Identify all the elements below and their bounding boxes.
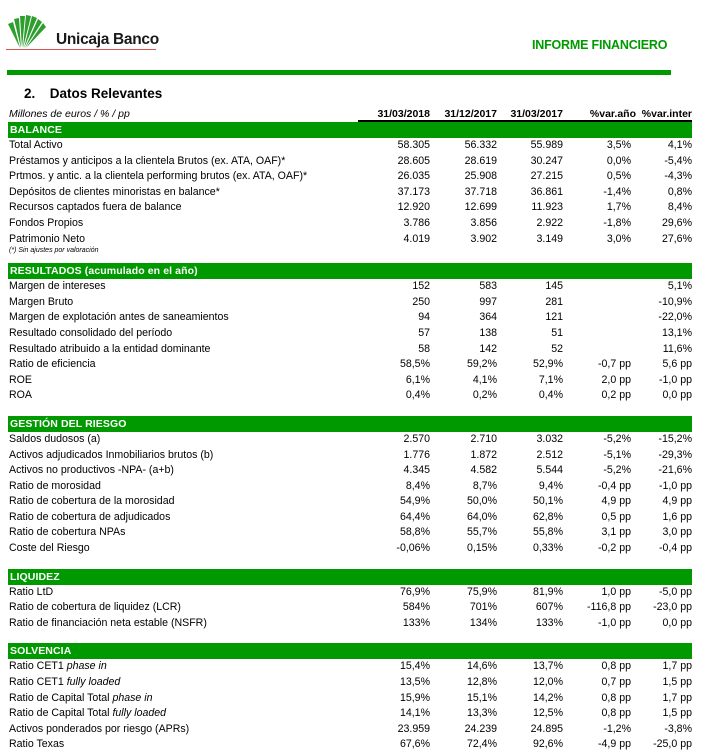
row-label <box>9 295 73 311</box>
group-header-balance: BALANCE <box>8 122 692 138</box>
cell-var-inter: 5,1% <box>667 280 692 293</box>
column-headers <box>358 108 692 122</box>
row-label-text: Activos ponderados por riesgo (APRs) <box>9 722 190 735</box>
cell-31-12-2017: 142 <box>479 342 497 355</box>
cell-31-03-2017: 9,4% <box>538 479 563 492</box>
table-row <box>8 659 692 675</box>
row-label <box>9 388 32 404</box>
cell-var-inter: 0,0 pp <box>662 389 692 402</box>
cell-31-12-2017: 134% <box>469 616 497 629</box>
cell-var-inter: -10,9% <box>658 295 692 308</box>
table-row <box>8 138 692 154</box>
row-label <box>9 326 172 342</box>
cell-var-ano: -0,4 pp <box>598 479 631 492</box>
table-row <box>8 448 692 464</box>
col-header-31-03-2017: 31/03/2017 <box>510 108 563 120</box>
cell-31-03-2017: 2.512 <box>536 448 563 461</box>
cell-31-03-2017: 50,1% <box>532 495 563 508</box>
cell-31-03-2017: 607% <box>535 601 563 614</box>
row-label-italic: phase in <box>112 691 153 704</box>
cell-var-inter: 0,8% <box>667 185 692 198</box>
report-title: INFORME FINANCIERO <box>532 38 668 52</box>
cell-var-inter: -23,0 pp <box>653 601 692 614</box>
row-label-text: Prtmos. y antic. a la clientela performing brutos (ex. ATA, OAF)* <box>9 170 308 183</box>
col-header-var-ano: %var.año <box>589 108 636 120</box>
cell-31-12-2017: 13,3% <box>466 707 497 720</box>
row-label <box>9 722 189 738</box>
cell-var-ano: -1,2% <box>603 722 631 735</box>
row-label <box>9 463 174 479</box>
col-header-31-03-2018: 31/03/2018 <box>377 108 430 120</box>
header-divider <box>7 70 671 75</box>
cell-var-ano: 0,8 pp <box>601 660 631 673</box>
row-label-text: Ratio de financiación neta estable (NSFR) <box>9 616 207 629</box>
cell-31-03-2018: 28.605 <box>397 154 430 167</box>
cell-31-03-2017: 281 <box>545 295 563 308</box>
unicaja-logo <box>6 10 166 52</box>
row-label-text: Activos adjudicados Inmobiliarios brutos (b) <box>9 448 214 461</box>
cell-31-03-2017: 81,9% <box>532 585 563 598</box>
cell-31-03-2018: 54,9% <box>399 495 430 508</box>
row-label-text: Ratio de Capital Total <box>9 707 113 720</box>
cell-var-inter: 3,0 pp <box>662 526 692 539</box>
table-row <box>8 342 692 358</box>
cell-var-ano: 4,9 pp <box>601 495 631 508</box>
table-row <box>8 432 692 448</box>
cell-var-inter: 4,1% <box>667 139 692 151</box>
row-label <box>9 706 166 722</box>
cell-var-inter: -25,0 pp <box>653 738 692 751</box>
table-row <box>8 675 692 691</box>
table-row <box>8 216 692 232</box>
cell-var-ano: 1,0 pp <box>601 585 631 598</box>
cell-31-03-2018: -0,06% <box>396 542 430 555</box>
row-label-text: Préstamos y anticipos a la clientela Brutos (ex. ATA, OAF)* <box>9 154 286 167</box>
cell-var-inter: -15,2% <box>658 432 692 445</box>
table-row <box>8 494 692 510</box>
cell-31-03-2017: 55,8% <box>532 526 563 539</box>
cell-31-03-2017: 24.895 <box>530 722 563 735</box>
cell-31-03-2018: 37.173 <box>397 185 430 198</box>
cell-var-ano: 0,0% <box>606 154 631 167</box>
cell-var-ano: -0,7 pp <box>598 358 631 371</box>
row-label-text: Ratio de cobertura de liquidez (LCR) <box>9 601 181 614</box>
group-header-gestion-del-riesgo: GESTIÓN DEL RIESGO <box>8 416 692 432</box>
cell-31-12-2017: 4,1% <box>472 373 497 386</box>
row-label <box>9 185 220 201</box>
group-spacer <box>8 404 692 416</box>
row-label-text: Saldos dudosos (a) <box>9 432 101 445</box>
financial-table <box>8 106 692 753</box>
table-row <box>8 200 692 216</box>
cell-var-inter: 11,6% <box>662 342 692 355</box>
cell-31-12-2017: 583 <box>479 280 497 293</box>
cell-var-inter: -1,0 pp <box>659 479 692 492</box>
row-label <box>9 691 153 707</box>
row-label <box>9 342 210 358</box>
cell-31-03-2017: 0,33% <box>532 542 563 555</box>
row-label-text: Ratio CET1 <box>9 676 67 689</box>
cell-31-12-2017: 2.710 <box>470 432 497 445</box>
cell-var-inter: -3,8% <box>664 722 692 735</box>
table-row <box>8 600 692 616</box>
cell-var-ano: -5,2% <box>603 432 631 445</box>
cell-31-12-2017: 72,4% <box>466 738 497 751</box>
row-label <box>9 138 63 154</box>
table-row <box>8 185 692 201</box>
cell-31-03-2017: 62,8% <box>532 510 563 523</box>
cell-var-inter: 8,4% <box>667 201 692 214</box>
table-row <box>8 706 692 722</box>
table-row <box>8 279 692 295</box>
cell-31-12-2017: 28.619 <box>464 154 497 167</box>
cell-31-12-2017: 59,2% <box>466 358 497 371</box>
cell-31-03-2018: 58.305 <box>397 139 430 151</box>
cell-var-ano: 2,0 pp <box>601 373 631 386</box>
cell-31-03-2018: 94 <box>418 311 430 324</box>
cell-31-03-2018: 23.959 <box>397 722 430 735</box>
cell-31-03-2018: 1.776 <box>403 448 430 461</box>
group-header-liquidez: LIQUIDEZ <box>8 569 692 585</box>
cell-var-inter: 29,6% <box>661 216 692 229</box>
row-label <box>9 279 106 295</box>
row-label <box>9 432 100 448</box>
cell-var-ano: -5,1% <box>603 448 631 461</box>
cell-31-03-2018: 4.019 <box>403 232 430 245</box>
row-label-text: Ratio de cobertura NPAs <box>9 526 126 539</box>
row-label-text: Resultado atribuido a la entidad dominante <box>9 342 211 355</box>
cell-31-03-2017: 133% <box>535 616 563 629</box>
cell-31-03-2018: 6,1% <box>405 373 430 386</box>
row-label-text: Activos no productivos -NPA- (a+b) <box>9 464 174 477</box>
cell-31-12-2017: 50,0% <box>466 495 497 508</box>
cell-var-ano: -1,0 pp <box>598 616 631 629</box>
row-label-text: Depósitos de clientes minoristas en balance* <box>9 185 220 198</box>
cell-var-ano: -1,8% <box>603 216 631 229</box>
cell-31-03-2017: 27.215 <box>530 170 563 183</box>
footnote: (*) Sin ajustes por valoración <box>9 247 99 255</box>
cell-var-inter: 1,7 pp <box>662 691 692 704</box>
row-label-italic: fully loaded <box>66 676 121 689</box>
cell-var-ano: -0,2 pp <box>598 542 631 555</box>
cell-31-03-2017: 0,4% <box>538 389 563 402</box>
cell-31-03-2018: 0,4% <box>405 389 430 402</box>
cell-31-12-2017: 12.699 <box>464 201 497 214</box>
row-label <box>9 616 207 632</box>
cell-31-12-2017: 3.902 <box>470 232 497 245</box>
row-label-text: Ratio CET1 <box>9 660 67 673</box>
section-title: Datos Relevantes <box>49 86 163 101</box>
row-label-text: Resultado consolidado del período <box>9 326 173 339</box>
row-label <box>9 541 90 557</box>
row-label-italic: fully loaded <box>112 707 167 720</box>
row-label-text: Patrimonio Neto <box>9 232 85 245</box>
table-row <box>8 154 692 170</box>
cell-31-12-2017: 0,2% <box>472 389 497 402</box>
units-label: Millones de euros / % / pp <box>9 108 130 120</box>
cell-31-03-2018: 152 <box>412 280 430 293</box>
row-label-text: Margen de explotación antes de saneamientos <box>9 311 229 324</box>
cell-var-inter: 1,7 pp <box>662 660 692 673</box>
cell-var-ano: -5,2% <box>603 464 631 477</box>
row-label <box>9 216 83 232</box>
cell-31-03-2017: 2.922 <box>536 216 563 229</box>
row-label-italic: phase in <box>66 660 107 673</box>
cell-31-03-2018: 14,1% <box>399 707 430 720</box>
row-label-text: Margen Bruto <box>9 295 74 308</box>
row-label <box>9 510 170 526</box>
cell-var-inter: 4,9 pp <box>662 495 692 508</box>
cell-31-12-2017: 1.872 <box>470 448 497 461</box>
cell-var-ano: 0,8 pp <box>601 691 631 704</box>
row-label <box>9 479 101 495</box>
row-label <box>9 600 181 616</box>
cell-var-ano: 3,1 pp <box>601 526 631 539</box>
cell-var-ano: 0,7 pp <box>601 676 631 689</box>
group-header-solvencia: SOLVENCIA <box>8 643 692 659</box>
section-number: 2. <box>24 86 36 101</box>
cell-31-12-2017: 64,0% <box>466 510 497 523</box>
cell-31-03-2017: 11.923 <box>531 201 563 214</box>
unicaja-fan-icon <box>6 10 54 50</box>
table-row <box>8 232 692 248</box>
cell-31-03-2017: 14,2% <box>532 691 563 704</box>
cell-var-inter: 1,5 pp <box>662 676 692 689</box>
table-row <box>8 510 692 526</box>
row-label <box>9 585 53 601</box>
cell-31-12-2017: 75,9% <box>466 585 497 598</box>
cell-31-03-2018: 8,4% <box>405 479 430 492</box>
cell-var-ano: 1,7% <box>606 201 631 214</box>
cell-31-03-2017: 52,9% <box>532 358 563 371</box>
cell-31-03-2018: 64,4% <box>399 510 430 523</box>
row-label-text: Ratio de cobertura de la morosidad <box>9 495 175 508</box>
cell-31-12-2017: 138 <box>479 326 497 339</box>
cell-31-03-2017: 52 <box>551 342 563 355</box>
row-label <box>9 232 85 248</box>
cell-31-12-2017: 14,6% <box>466 660 497 673</box>
row-label-text: Ratio de cobertura de adjudicados <box>9 510 171 523</box>
row-label-text: Ratio de morosidad <box>9 479 101 492</box>
row-label-text: Margen de intereses <box>9 280 106 293</box>
cell-var-inter: -5,0 pp <box>659 585 692 598</box>
section-heading <box>24 86 162 101</box>
cell-var-ano: 3,0% <box>606 232 631 245</box>
cell-31-03-2018: 250 <box>412 295 430 308</box>
cell-31-03-2017: 92,6% <box>532 738 563 751</box>
row-label-text: Fondos Propios <box>9 216 84 229</box>
cell-var-inter: 0,0 pp <box>662 616 692 629</box>
cell-var-ano: -4,9 pp <box>598 738 631 751</box>
cell-31-03-2018: 3.786 <box>403 216 430 229</box>
row-label <box>9 373 32 389</box>
cell-31-12-2017: 55,7% <box>466 526 497 539</box>
cell-31-12-2017: 364 <box>479 311 497 324</box>
row-label-text: Total Activo <box>9 139 63 151</box>
table-header <box>8 106 692 122</box>
cell-31-12-2017: 25.908 <box>464 170 497 183</box>
row-label <box>9 494 174 510</box>
cell-31-03-2018: 26.035 <box>397 170 430 183</box>
brand-name: Unicaja Banco <box>56 31 159 48</box>
cell-31-03-2017: 36.861 <box>530 185 563 198</box>
cell-31-12-2017: 15,1% <box>466 691 497 704</box>
table-row <box>8 616 692 632</box>
table-row <box>8 541 692 557</box>
table-body <box>8 122 692 753</box>
cell-31-03-2018: 2.570 <box>403 432 430 445</box>
cell-31-12-2017: 701% <box>469 601 497 614</box>
cell-var-inter: 13,1% <box>661 326 692 339</box>
cell-31-03-2018: 4.345 <box>403 464 430 477</box>
table-row <box>8 295 692 311</box>
cell-var-ano: 0,5 pp <box>601 510 631 523</box>
cell-31-03-2017: 12,5% <box>532 707 563 720</box>
cell-31-03-2018: 15,9% <box>399 691 430 704</box>
col-header-var-inter: %var.inter <box>641 108 692 120</box>
cell-var-inter: -5,4% <box>664 154 692 167</box>
logo-underline <box>6 49 156 50</box>
cell-31-12-2017: 997 <box>479 295 497 308</box>
cell-var-inter: 1,6 pp <box>662 510 692 523</box>
cell-31-03-2018: 15,4% <box>399 660 430 673</box>
table-row <box>8 326 692 342</box>
cell-var-inter: -22,0% <box>658 311 692 324</box>
cell-31-12-2017: 37.718 <box>464 185 497 198</box>
cell-31-03-2017: 3.149 <box>536 232 563 245</box>
table-row <box>8 691 692 707</box>
cell-31-03-2018: 76,9% <box>399 585 430 598</box>
cell-var-ano: 0,8 pp <box>601 707 631 720</box>
group-header-resultados-acumulado-en-el-ano: RESULTADOS (acumulado en el año) <box>8 263 692 279</box>
table-row <box>8 357 692 373</box>
row-label-text: Ratio de Capital Total <box>9 691 113 704</box>
row-label-text: Coste del Riesgo <box>9 542 90 555</box>
cell-31-12-2017: 56.332 <box>464 139 497 151</box>
table-row <box>8 525 692 541</box>
cell-31-03-2017: 13,7% <box>532 660 563 673</box>
row-label <box>9 200 182 216</box>
cell-31-12-2017: 24.239 <box>464 722 497 735</box>
cell-31-12-2017: 0,15% <box>466 542 497 555</box>
cell-var-inter: -29,3% <box>658 448 692 461</box>
row-label-text: Ratio LtD <box>9 585 54 598</box>
table-row <box>8 722 692 738</box>
cell-var-inter: 1,5 pp <box>662 707 692 720</box>
table-row <box>8 310 692 326</box>
cell-31-03-2018: 58 <box>418 342 430 355</box>
cell-31-03-2018: 57 <box>418 326 430 339</box>
cell-31-12-2017: 8,7% <box>472 479 497 492</box>
row-label <box>9 154 285 170</box>
group-spacer <box>8 631 692 643</box>
cell-31-03-2017: 30.247 <box>530 154 563 167</box>
cell-31-03-2018: 584% <box>402 601 430 614</box>
cell-31-03-2017: 51 <box>551 326 563 339</box>
row-label-text: Ratio de eficiencia <box>9 358 96 371</box>
table-row <box>8 479 692 495</box>
cell-var-inter: 5,6 pp <box>662 358 692 371</box>
cell-31-03-2017: 121 <box>545 311 563 324</box>
table-row <box>8 585 692 601</box>
cell-31-03-2017: 7,1% <box>538 373 563 386</box>
cell-31-03-2017: 145 <box>545 280 563 293</box>
cell-31-03-2018: 67,6% <box>399 738 430 751</box>
row-label <box>9 525 125 541</box>
cell-var-inter: -21,6% <box>658 464 692 477</box>
table-row <box>8 373 692 389</box>
cell-31-03-2017: 55.989 <box>530 139 563 151</box>
cell-var-ano: 3,5% <box>606 139 631 151</box>
row-label-text: Ratio Texas <box>9 738 65 751</box>
col-header-31-12-2017: 31/12/2017 <box>444 108 497 120</box>
cell-var-inter: -1,0 pp <box>659 373 692 386</box>
row-label <box>9 448 213 464</box>
cell-31-12-2017: 12,8% <box>466 676 497 689</box>
cell-var-ano: 0,5% <box>606 170 631 183</box>
cell-31-03-2017: 3.032 <box>536 432 563 445</box>
row-label <box>9 659 107 675</box>
cell-var-inter: -0,4 pp <box>659 542 692 555</box>
row-label-text: ROA <box>9 389 32 402</box>
cell-31-03-2018: 58,5% <box>399 358 430 371</box>
table-row <box>8 463 692 479</box>
cell-31-03-2018: 133% <box>402 616 430 629</box>
row-label <box>9 357 96 373</box>
row-label <box>9 675 120 691</box>
group-spacer <box>8 557 692 569</box>
cell-31-03-2018: 58,8% <box>399 526 430 539</box>
cell-31-03-2017: 12,0% <box>532 676 563 689</box>
cell-var-inter: -4,3% <box>664 170 692 183</box>
row-label-text: ROE <box>9 373 32 386</box>
cell-31-12-2017: 4.582 <box>470 464 497 477</box>
cell-var-ano: -116,8 pp <box>587 601 631 614</box>
cell-31-12-2017: 3.856 <box>470 216 497 229</box>
row-label <box>9 310 229 326</box>
cell-31-03-2018: 13,5% <box>399 676 430 689</box>
cell-var-inter: 27,6% <box>661 232 692 245</box>
row-label-text: Recursos captados fuera de balance <box>9 201 182 214</box>
cell-31-03-2018: 12.920 <box>397 201 430 214</box>
cell-var-ano: 0,2 pp <box>601 389 631 402</box>
table-row <box>8 388 692 404</box>
cell-31-03-2017: 5.544 <box>536 464 563 477</box>
cell-var-ano: -1,4% <box>603 185 631 198</box>
row-label <box>9 169 307 185</box>
table-row <box>8 169 692 185</box>
